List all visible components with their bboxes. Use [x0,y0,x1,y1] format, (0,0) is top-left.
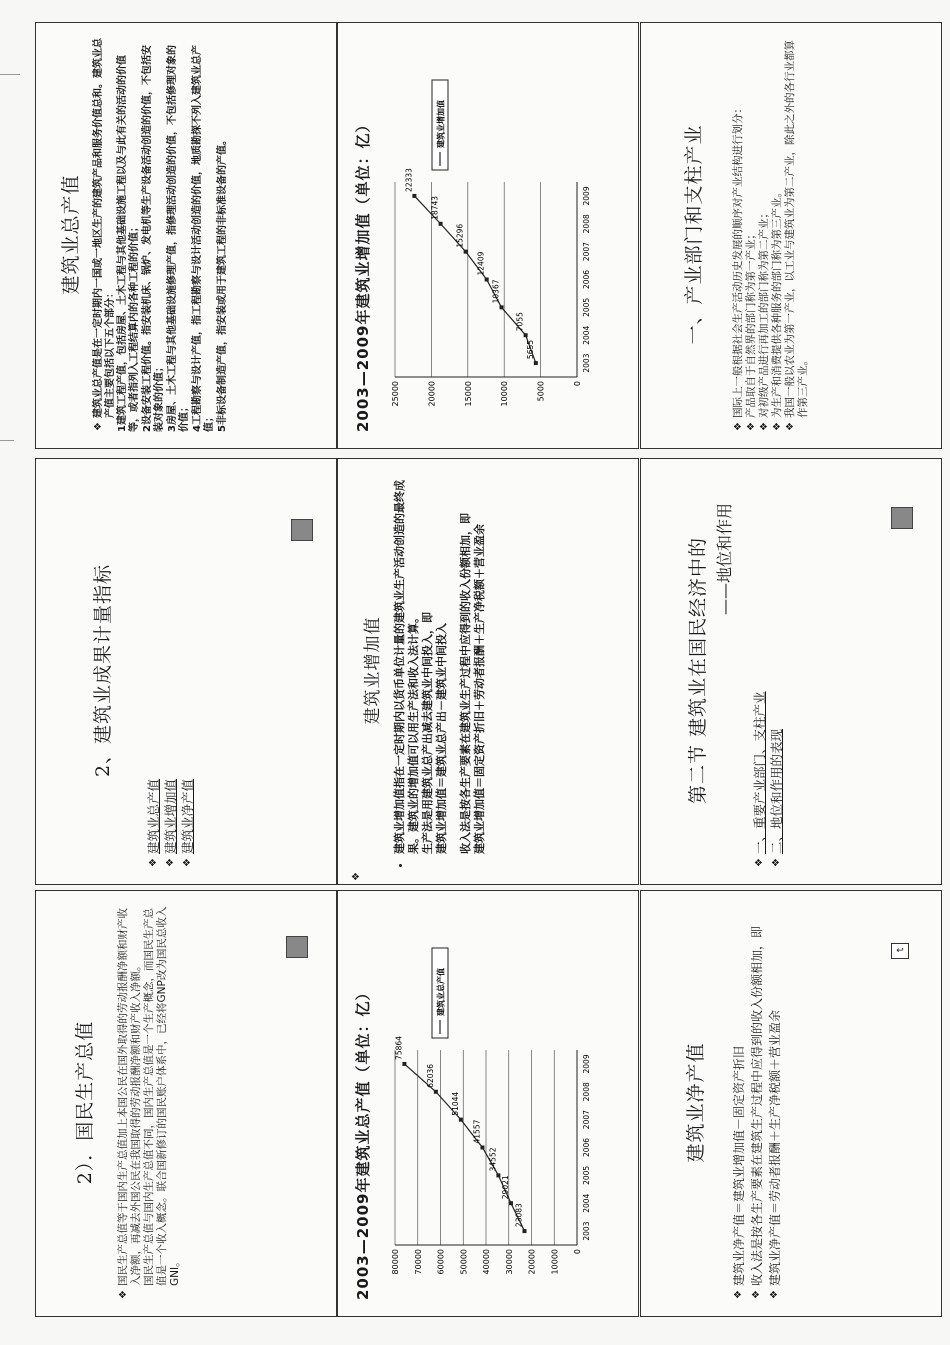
x-tick-label: 2007 [582,242,591,262]
link-role-performance[interactable]: 二、地位和作用的表现 [769,728,784,854]
data-point [500,305,504,309]
total-output-chart [377,905,622,1300]
y-tick-label: 5000 [536,381,546,402]
slide-title: 建筑业总产值 [60,174,82,295]
item-5: 5非标设备制造产值，指安装或用于建筑工程的非标准设备的产值。 [217,135,228,432]
data-label: 62036 [425,1063,435,1088]
data-label: 29021 [500,1175,510,1200]
legend-label: 建筑业增加值 [436,100,446,148]
data-point [439,222,443,226]
x-tick-label: 2009 [582,186,591,206]
intro-text: 建筑业总产值是在一定时期内一国或一地区生产的建筑产品和服务价值总和。建筑业总产值主要包括以下五个部分： [93,38,116,418]
income-formula: 建筑业增加值＝固定资产折旧＋劳动者报酬＋生产净税额＋营业盈余 [473,524,486,854]
data-label: 34552 [488,1147,498,1172]
y-tick-label: 10000 [500,381,510,407]
data-label: 41557 [472,1119,482,1144]
chart-title: 2003—2009年建筑业总产值（单位：亿） [354,984,372,1300]
legend-label: 建筑业总产值 [436,968,446,1016]
data-label: 23083 [514,1203,524,1228]
x-tick-label: 2005 [582,297,591,317]
slide-industry-sectors: 一、产业部门和支柱产业 ❖ 国际上一般根据社会生产活动历史发展的顺序对产业结构进行划分： ❖ 产品取自于自然界的部门称为第一产业； ❖ 对初级产品进行再加工的部门称为第二产业； ❖ 为生产和消费提供各种服务的部门称为第三产业。 ❖ 我国一般以农业为第一产业，以工业与建筑业为第二产业，除此之外的各行业都算作第三产业。 [640,22,942,449]
data-point [496,1173,500,1177]
data-label: 5655 [525,339,535,360]
y-tick-label: 15000 [463,381,473,407]
y-tick-label: 20000 [427,381,437,407]
data-point [522,1229,526,1233]
data-point [464,250,468,254]
net-output-formula: 建筑业净产值＝建筑业增加值－固定资产折旧 [732,1045,746,1286]
series-line [404,1064,524,1231]
y-tick-label: 0 [573,381,582,387]
y-tick-label: 0 [573,1249,582,1255]
scan-mark [0,74,20,75]
x-tick-label: 2005 [582,1165,591,1185]
y-tick-label: 10000 [550,1249,560,1275]
gnp-comparison: 国民生产总值与国内生产总值不同，国内生产总值是一个生产概念，而国民生产总值是一个收入概念。联合国新修订的国民账户体系中，已经将GNP改为国民总收入GNI。 [143,906,181,1286]
data-point [524,333,528,337]
series-line [414,196,535,363]
chart-title: 2003—2009年建筑业增加值（单位：亿） [354,116,372,432]
data-label: 7055 [515,312,525,332]
data-point [402,1062,406,1066]
slide-title: 一、产业部门和支柱产业 [683,124,705,345]
value-added-chart [377,37,622,432]
production-method: 生产法是用建筑业总产出减去建筑业中间投入，即 [421,612,434,854]
link-value-added[interactable]: 建筑业增加值 [163,778,178,854]
slide-title: 建筑业增加值 [363,616,383,725]
data-point [534,361,538,365]
slide-total-output-chart [337,890,639,1317]
item-3: 3房屋、土木工程与其他基础设施修理产值，指修理活动创造的价值，不包括修理对象的价值； [167,45,190,432]
x-tick-label: 2008 [582,1082,591,1102]
data-label: 12409 [476,251,486,276]
section-subtitle: ——地位和作用 [715,503,734,616]
nav-arrow-icon[interactable] [291,519,313,541]
y-tick-label: 50000 [459,1249,469,1275]
slide-title: 2）．国民生产总值 [74,1020,96,1185]
x-tick-label: 2006 [582,269,591,290]
y-tick-label: 60000 [436,1249,446,1275]
bullet-3: 对初级产品进行再加工的部门称为第二产业； [758,208,770,418]
data-label: 18743 [430,195,440,220]
data-point [434,1090,438,1094]
return-icon[interactable]: ↩ [891,943,909,959]
bullet-4: 为生产和消费提供各种服务的部门称为第三产业。 [771,187,783,418]
slide-value-added-chart [337,22,639,449]
data-label: 15296 [455,223,465,248]
pen-icon[interactable] [891,507,913,529]
slide-net-output: 建筑业净产值 ❖ 建筑业净产值＝建筑业增加值－固定资产折旧 ❖ 收入法是按各生产要素在建筑生产过程中应得到的收入份额相加，即 ❖ 建筑业净产值＝劳动者报酬＋生产净税额＋营业盈余 ↩ [640,890,942,1317]
y-tick-label: 20000 [527,1249,537,1275]
x-tick-label: 2007 [582,1110,591,1130]
x-tick-label: 2009 [582,1054,591,1074]
y-tick-label: 40000 [482,1249,491,1275]
item-1: 1建筑工程产值，包括房屋、土木工程与其他基础设施工程以及与此有关的活动的价值等，或者指列入工程结算内的各种工程的价值； [117,55,140,432]
nav-arrow-icon[interactable] [286,936,308,958]
item-4: 4工程勘察与设计产值，指工程勘察与设计活动创造的价值，地质勘探不列入建筑业总产值； [192,45,215,432]
income-method: 收入法是按各生产要素在建筑生产过程中应得到的收入份额相加，即 [750,925,764,1286]
y-tick-label: 70000 [413,1249,423,1275]
y-tick-label: 25000 [391,381,400,407]
y-tick-label: 80000 [391,1249,400,1275]
x-tick-label: 2004 [582,1193,591,1213]
x-tick-label: 2008 [582,214,591,234]
data-label: 75864 [394,1036,404,1060]
section-title: 第二节 建筑业在国民经济中的 [687,536,709,805]
slide-title: 建筑业净产值 [685,1042,707,1163]
data-label: 51044 [450,1091,460,1116]
bullet-1: 国际上一般根据社会生产活动历史发展的顺序对产业结构进行划分： [732,103,744,418]
income-method: 收入法是按各生产要素在建筑业生产过程中应得到的收入份额相加，即 [459,513,472,854]
data-point [509,1201,513,1205]
bullet-5: 我国一般以农业为第一产业，以工业与建筑业为第二产业，除此之外的各行业都算作第三产业。 [784,40,809,418]
gnp-definition: 国民生产总值等于国内生产总值加上本国公民在国外取得的劳动报酬净额和财产收入净额，再减去外国公民在我国取得的劳动报酬净额和财产收入净额。 [117,908,142,1286]
x-tick-label: 2003 [582,1221,591,1241]
slide-title: 2、建筑业成果计量指标 [92,563,114,778]
data-label: 10367 [491,279,501,304]
definition: 建筑业增加值指在一定时期内以货币单位计量的建筑业生产活动创造的最终成果。建筑业的增加值可以用生产法和收入法计算。 [393,480,420,854]
data-point [480,1146,484,1150]
slide-section-two: 第二节 建筑业在国民经济中的 ——地位和作用 ❖ 一、重要产业部门、支柱产业 ❖ 二、地位和作用的表现 [640,458,942,885]
slide-construction-output: 建筑业总产值 ❖ 建筑业总产值是在一定时期内一国或一地区生产的建筑产品和服务价值总和。建筑业总产值主要包括以下五个部分： 1建筑工程产值，包括房屋、土木工程与其他基础设施工程以及与此有关的活动的价值等，或者指列入工程结算内的各种工程的价值； 2设备安装工程价值。指安装机床、锅炉、发电机等生产设备活动创造的价值，不包括安装对象的价值； 3房屋、土木工程与其他基础设施修理产值，指修理活动创造的价值，不包括修理对象的价值； 4工程勘察与设计产值，指工程勘察与设计活动创造的价值，地质勘探不列入建筑业总产值； 5非标设备制造产值，指安装或用于建筑工程的非标准设备的产值。 [35,22,337,449]
data-point [459,1118,463,1122]
data-point [485,278,489,282]
y-tick-label: 30000 [504,1249,514,1275]
net-output-income-formula: 建筑业净产值＝劳动者报酬＋生产净税额＋营业盈余 [768,1009,782,1286]
x-tick-label: 2004 [582,325,591,345]
x-tick-label: 2006 [582,1137,591,1158]
scan-mark [0,440,14,441]
data-point [412,194,416,198]
link-pillar-industry[interactable]: 一、重要产业部门、支柱产业 [752,691,767,854]
data-label: 22333 [404,168,414,192]
item-2: 2设备安装工程价值。指安装机床、锅炉、发电机等生产设备活动创造的价值，不包括安装对象的价值； [142,45,165,432]
slide-value-added: 建筑业增加值 • ❖ 建筑业增加值指在一定时期内以货币单位计量的建筑业生产活动创造的最终成果。建筑业的增加值可以用生产法和收入法计算。 生产法是用建筑业总产出减去建筑业中间投入，即 建筑业增加值＝建筑业总产出－建筑业中间投入 收入法是按各生产要素在建筑业生产过程中应得到的收入份额相加，即 建筑业增加值＝固定资产折旧＋劳动者报酬＋生产净税额＋营业盈余 [337,458,639,885]
x-tick-label: 2003 [582,353,591,373]
slide-output-indicators: 2、建筑业成果计量指标 ❖ 建筑业总产值 ❖ 建筑业增加值 ❖ 建筑业净产值 [35,458,337,885]
link-net-output[interactable]: 建筑业净产值 [180,778,195,854]
bullet-2: 产品取自于自然界的部门称为第一产业； [745,229,757,418]
production-formula: 建筑业增加值＝建筑业总产出－建筑业中间投入 [435,623,448,854]
link-total-output[interactable]: 建筑业总产值 [146,778,161,854]
slide-gnp: 2）．国民生产总值 ❖ 国民生产总值等于国内生产总值加上本国公民在国外取得的劳动报酬净额和财产收入净额，再减去外国公民在我国取得的劳动报酬净额和财产收入净额。 国民生产总值与国内生产总值不同，国内生产总值是一个生产概念，而国民生产总值是一个收入概念。联合国新修订的国民账户体系中，已经将GNP改为国民总收入GNI。 [35,890,337,1317]
